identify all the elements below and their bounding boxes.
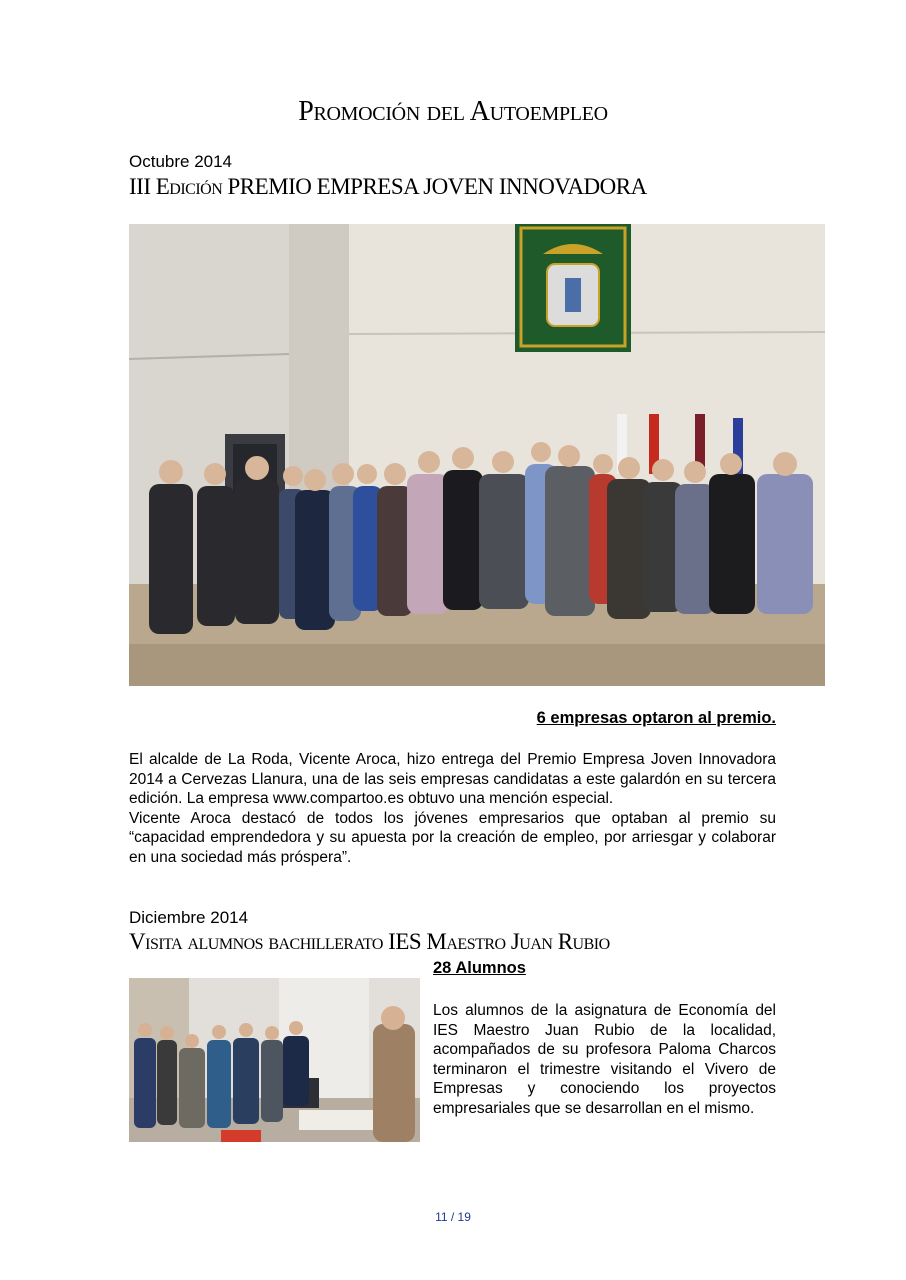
section1-paragraph-2: Vicente Aroca destacó de todos los jóvenes empresarios que optaban al premio su “capacidad emprendedora y su apuesta por la creación de empleo, por arriesgar y colaborar en una sociedad más próspera”.	[129, 809, 776, 866]
section1-date: Octubre 2014	[129, 152, 233, 171]
section1-body	[129, 750, 776, 867]
section2-highlight: 28 Alumnos	[433, 959, 526, 977]
students-visit-photo	[129, 978, 420, 1142]
section1-highlight: 6 empresas optaron al premio.	[536, 709, 776, 727]
award-ceremony-photo	[129, 224, 825, 686]
town-banner	[515, 224, 631, 352]
section2-paragraph: Los alumnos de la asignatura de Economía del IES Maestro Juan Rubio de la localidad, acompañados de su profesora Paloma Charcos terminaron el trimestre visitando el Vivero de Empresas y conociendo los proyectos empresariales que se desarrollan en el mismo.	[433, 1002, 776, 1117]
section2-body	[433, 1001, 776, 1118]
page-number: 11 / 19	[435, 1210, 471, 1224]
section1-heading: III Edición PREMIO EMPRESA JOVEN INNOVADORA	[129, 174, 647, 199]
section2-date: Diciembre 2014	[129, 908, 249, 927]
section1-paragraph-1: El alcalde de La Roda, Vicente Aroca, hizo entrega del Premio Empresa Joven Innovadora 2014 a Cervezas Llanura, una de las seis empresas candidatas a este galardón en su tercera edición. La empresa www.compartoo.es obtuvo una mención especial.	[129, 751, 776, 807]
section2-heading: Visita alumnos bachillerato IES Maestro Juan Rubio	[129, 929, 610, 954]
page-title: Promoción del Autoempleo	[298, 96, 608, 127]
